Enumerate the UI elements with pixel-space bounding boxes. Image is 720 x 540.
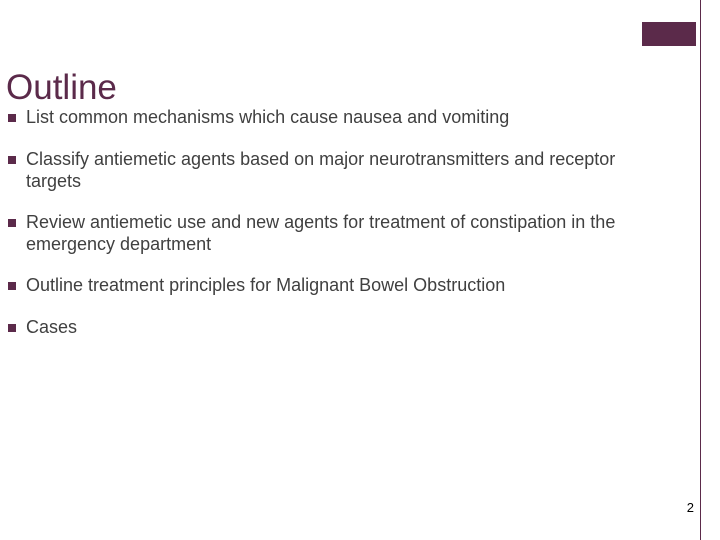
square-bullet-icon xyxy=(8,324,16,332)
bullet-item xyxy=(8,316,648,338)
bullet-item xyxy=(8,274,648,296)
bullet-text: Cases xyxy=(26,317,78,337)
bullet-text: Classify antiemetic agents based on major neurotransmitters and receptor targets xyxy=(26,149,616,191)
bullet-text: Review antiemetic use and new agents for treatment of constipation in the emergency department xyxy=(26,212,616,254)
bullet-text: Outline treatment principles for Malignant Bowel Obstruction xyxy=(26,275,506,295)
bullet-item xyxy=(8,106,648,128)
bullet-text: List common mechanisms which cause nausea and vomiting xyxy=(26,107,510,127)
square-bullet-icon xyxy=(8,114,16,122)
slide-title: Outline xyxy=(6,68,117,107)
bullet-item xyxy=(8,148,648,192)
bullet-item xyxy=(8,211,648,255)
vertical-rule xyxy=(700,0,701,540)
square-bullet-icon xyxy=(8,156,16,164)
square-bullet-icon xyxy=(8,282,16,290)
page-number: 2 xyxy=(686,500,694,515)
square-bullet-icon xyxy=(8,219,16,227)
